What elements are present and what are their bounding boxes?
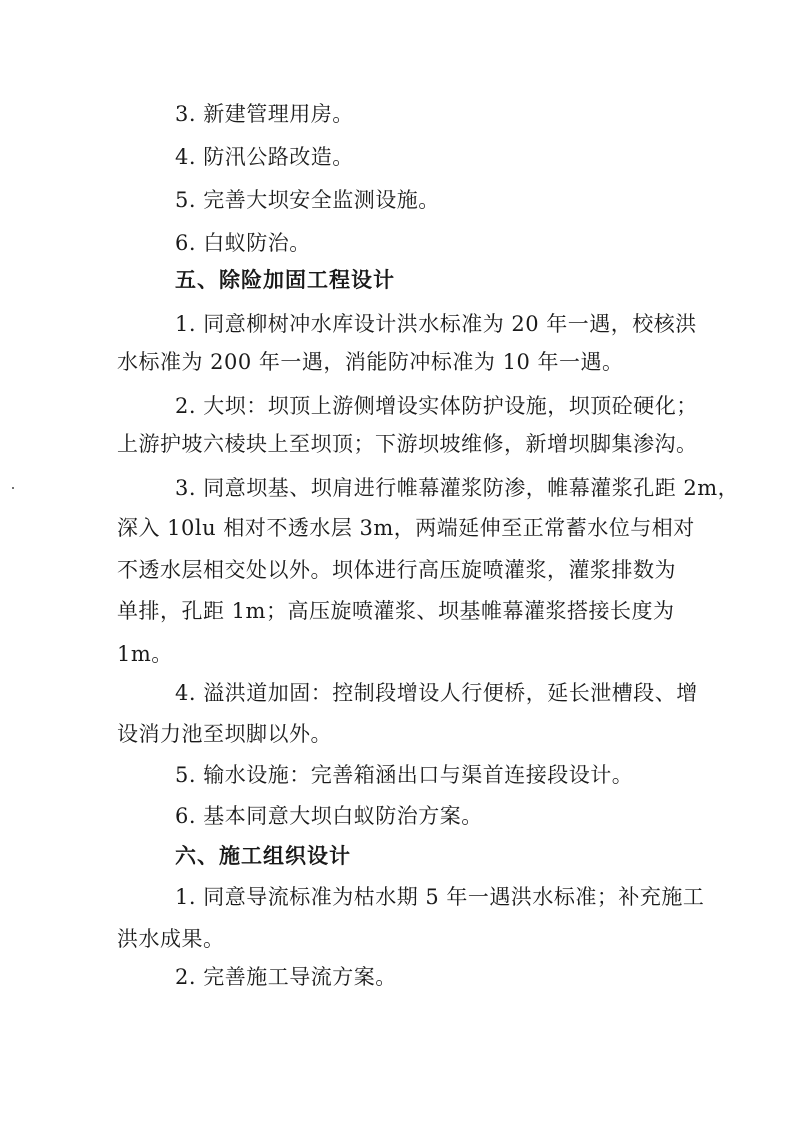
paragraph-line: 洪水成果。 [117,927,225,951]
item-dam-monitoring: 5. 完善大坝安全监测设施。 [175,188,440,212]
paragraph-line: 5. 输水设施：完善箱涵出口与渠首连接段设计。 [175,763,634,787]
margin-mark [12,487,14,489]
paragraph-line: 3. 同意坝基、坝肩进行帷幕灌浆防渗，帷幕灌浆孔距 2m， [175,476,740,500]
paragraph-line: 水标准为 200 年一遇，消能防冲标准为 10 年一遇。 [117,350,624,374]
paragraph-line: 不透水层相交处以外。坝体进行高压旋喷灌浆，灌浆排数为 [117,558,676,582]
section-heading-reinforcement-design: 五、除险加固工程设计 [175,267,395,292]
paragraph-line: 6. 基本同意大坝白蚁防治方案。 [175,804,483,828]
paragraph-line: 单排，孔距 1m；高压旋喷灌浆、坝基帷幕灌浆搭接长度为 [117,599,675,623]
paragraph-line: 1. 同意柳树冲水库设计洪水标准为 20 年一遇，校核洪 [175,312,697,336]
paragraph-line: 设消力池至坝脚以外。 [117,722,332,746]
paragraph-line: 深入 10lu 相对不透水层 3m，两端延伸至正常蓄水位与相对 [117,516,695,540]
paragraph-line: 2. 完善施工导流方案。 [175,965,397,989]
paragraph-line: 4. 溢洪道加固：控制段增设人行便桥，延长泄槽段、增 [175,681,698,705]
item-new-management-building: 3. 新建管理用房。 [175,102,354,126]
paragraph-line: 上游护坡六棱块上至坝顶；下游坝坡维修，新增坝脚集渗沟。 [117,432,698,456]
paragraph-line: 2. 大坝：坝顶上游侧增设实体防护设施，坝顶砼硬化； [175,394,698,418]
paragraph-line: 1m。 [117,642,173,666]
section-heading-construction-organization: 六、施工组织设计 [175,843,351,868]
item-termite-control: 6. 白蚁防治。 [175,231,311,255]
item-flood-road-renovation: 4. 防汛公路改造。 [175,145,354,169]
paragraph-line: 1. 同意导流标准为枯水期 5 年一遇洪水标准；补充施工 [175,885,705,909]
